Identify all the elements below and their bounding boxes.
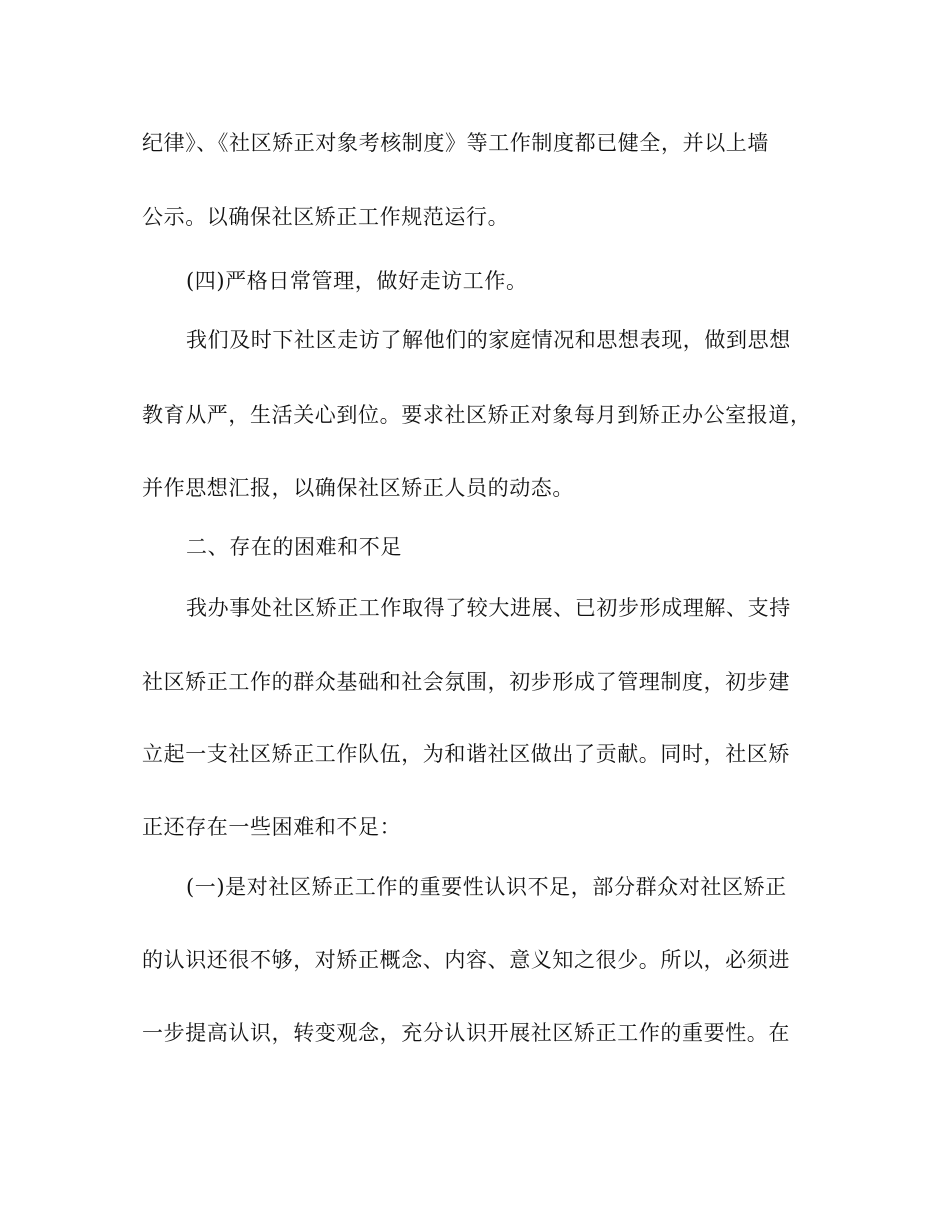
text-line: 的认识还很不够，对矫正概念、内容、意义知之很少。所以，必须进 xyxy=(142,948,790,972)
text-line: 立起一支社区矫正工作队伍，为和谐社区做出了贡献。同时，社区矫 xyxy=(142,742,790,766)
text-line: 并作思想汇报，以确保社区矫正人员的动态。 xyxy=(142,476,574,500)
text-line: 纪律》、《社区矫正对象考核制度》等工作制度都已健全，并以上墙 xyxy=(142,131,769,155)
text-line: 一步提高认识，转变观念，充分认识开展社区矫正工作的重要性。在 xyxy=(142,1021,790,1045)
text-line: (一)是对社区矫正工作的重要性认识不足，部分群众对社区矫正 xyxy=(186,875,787,899)
text-line: 正还存在一些困难和不足： xyxy=(142,815,402,839)
text-line: 社区矫正工作的群众基础和社会氛围，初步形成了管理制度，初步建 xyxy=(142,670,790,694)
text-line: 我们及时下社区走访了解他们的家庭情况和思想表现，做到思想 xyxy=(186,328,791,352)
text-line: 公示。以确保社区矫正工作规范运行。 xyxy=(142,205,510,229)
text-line: 教育从严，生活关心到位。要求社区矫正对象每月到矫正办公室报道， xyxy=(142,403,812,427)
text-line: 我办事处社区矫正工作取得了较大进展、已初步形成理解、支持 xyxy=(186,596,791,620)
section-heading: 二、存在的困难和不足 xyxy=(186,535,402,559)
section-heading: (四)严格日常管理，做好走访工作。 xyxy=(186,269,528,293)
